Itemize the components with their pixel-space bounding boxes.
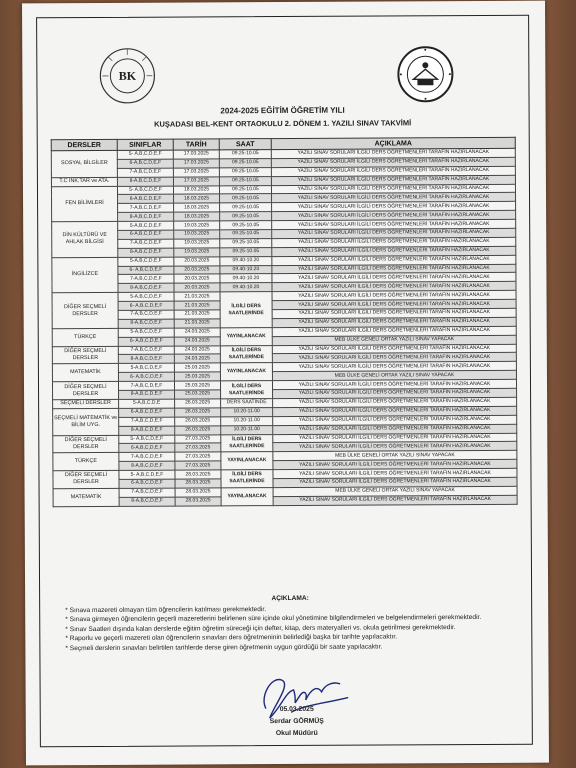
description-cell: YAZILI SINAV SORULARI İLGİLİ DERS ÖĞRETMENLERİ TARAFIN HAZIRLANACAK [272,291,516,301]
description-cell: YAZILI SINAV SORULARI İLGİLİ DERS ÖĞRETMENLERİ TARAFIN HAZIRLANACAK [272,317,516,327]
class-cell: 8-A,B,C,D,E,F [118,212,174,221]
description-cell: YAZILI SINAV SORULARI İLGİLİ DERS ÖĞRETMENLERİ TARAFIN HAZIRLANACAK [272,219,516,229]
time-cell: YAYINLANACAK [220,363,272,381]
subject-cell: DİĞER SEÇMELİ DERSLER [53,470,119,488]
description-cell: YAZILI SINAV SORULARI İLGİLİ DERS ÖĞRETMENLERİ TARAFIN HAZIRLANACAK [272,308,516,318]
class-cell: 7-A,B,C,D,E,F [118,203,174,212]
time-cell: İLGİLİ DERS SAATLERİNDE [221,470,273,488]
class-cell: 7-A,B,C,D,E,F [119,488,175,497]
meb-logo [396,45,454,103]
subject-cell: SOSYAL BİLGİLER [51,150,117,177]
date-cell: 24.03.2025 [174,345,220,354]
exam-schedule-table [51,137,518,507]
date-cell: 28.03.2025 [175,488,221,497]
class-cell: 5- A,B,C,D,E,F [117,150,173,159]
notes-title: AÇIKLAMA: [271,594,309,603]
table-body [51,148,517,506]
class-cell: 7-A,B,C,D,E,F [117,168,173,177]
date-cell: 19.03.2025 [174,239,220,248]
description-cell: YAZILI SINAV SORULARI İLGİLİ DERS ÖĞRETMENLERİ TARAFIN HAZIRLANACAK [272,344,516,354]
time-cell: 10.20-11.00 [221,425,273,434]
header-siniflar: SINIFLAR [117,139,173,150]
date-cell: 24.03.2025 [174,328,220,337]
description-cell: YAZILI SINAV SORULARI İLGİLİ DERS ÖĞRETMENLERİ TARAFIN HAZIRLANACAK [273,433,517,443]
class-cell: 6-A,B,C,D,E,F [119,408,175,417]
time-cell: 09.25-10.05 [220,247,272,256]
time-cell: İLGİLİ DERS SAATLERİNDE [221,434,273,452]
description-cell: YAZILI SINAV SORULARI İLGİLİ DERS ÖĞRETMENLERİ TARAFIN HAZIRLANACAK [272,326,516,336]
subject-cell: DİĞER SEÇMELİ DERSLER [52,346,118,364]
class-cell: 7-A,B,C,D,E,F [119,452,175,461]
date-cell: 17.03.2025 [173,150,219,159]
class-cell: 6-A,B,C,D,E,F [117,159,173,168]
class-cell: 5- A,B,C,D,E,F [117,186,173,195]
class-cell: 5- A,B,C,D,E,F [119,470,175,479]
class-cell: 7-A,B,C,D,E,F [118,381,174,390]
description-cell: YAZILI SINAV SORULARI İLGİLİ DERS ÖĞRETMENLERİ TARAFIN HAZIRLANACAK [273,495,517,505]
date-cell: 18.03.2025 [174,203,220,212]
date-cell: 26.03.2025 [175,425,221,434]
class-cell: 5-A,B,C,D,E,F [118,328,174,337]
time-cell: 10.20-11.00 [221,407,273,416]
class-cell: 8-A,B,C,D,E,F [118,248,174,257]
description-cell: YAZILI SINAV SORULARI İLGİLİ DERS ÖĞRETMENLERİ TARAFIN HAZIRLANACAK [272,379,516,389]
table-row [53,495,517,506]
document-page [22,1,549,766]
description-cell: YAZILI SINAV SORULARI İLGİLİ DERS ÖĞRETMENLERİ TARAFIN HAZIRLANACAK [273,388,517,398]
note-item: * Seçmeli derslerin sınavları belirtilen tarihlerde derse giren öğretmenin uygun gördüğü bir saate yapılacaktır. [65,643,383,653]
time-cell: YAYINLANACAK [220,327,272,345]
subject-cell: MATEMATİK [52,364,118,382]
subject-cell: DİN KÜLTÜRÜ VE AHLAK BİLGİSİ [52,222,118,258]
subject-cell: T.C İNK.TAR ve ATA. [51,177,117,186]
notes-section [65,593,515,654]
time-cell: YAYINLANACAK [221,452,273,470]
date-cell: 20.03.2025 [174,283,220,292]
class-cell: 6-A,B,C,D,E,F [118,195,174,204]
description-cell: YAZILI SINAV SORULARI İLGİLİ DERS ÖĞRETMENLERİ TARAFIN HAZIRLANACAK [271,175,515,185]
description-cell: YAZILI SINAV SORULARI İLGİLİ DERS ÖĞRETMENLERİ TARAFIN HAZIRLANACAK [272,362,516,372]
date-cell: 25.03.2025 [174,363,220,372]
description-cell: YAZILI SINAV SORULARI İLGİLİ DERS ÖĞRETMENLERİ TARAFIN HAZIRLANACAK [273,442,517,452]
description-cell: YAZILI SINAV SORULARI İLGİLİ DERS ÖĞRETMENLERİ TARAFIN HAZIRLANACAK [272,273,516,283]
date-cell: 20.03.2025 [174,257,220,266]
note-item: * Sınava girmeyen öğrencilerin geçerli mazeretlerini belirlenen süre içinde okul yönetimine bilgilendirmeleri ve belgelendirmeleri gerekmektedir. [65,614,482,624]
header-tarih: TARİH [173,139,219,150]
subject-cell: DİĞER SEÇMELİ DERSLER [52,382,118,400]
date-cell: 18.03.2025 [174,194,220,203]
date-cell: 18.03.2025 [174,212,220,221]
description-cell: YAZILI SINAV SORULARI İLGİLİ DERS ÖĞRETMENLERİ TARAFIN HAZIRLANACAK [272,353,516,363]
header-saat: SAAT [219,139,271,150]
date-cell: 25.03.2025 [174,381,220,390]
class-cell: 5-A,B,C,D,E,F [118,221,174,230]
description-cell: YAZILI SINAV SORULARI İLGİLİ DERS ÖĞRETMENLERİ TARAFIN HAZIRLANACAK [272,246,516,256]
class-cell: 5-A,B,C,D,E,F [118,363,174,372]
time-cell: 09.40-10.20 [220,265,272,274]
date-cell: 26.03.2025 [175,417,221,426]
class-cell: 7-A,B,C,D,E,F [118,239,174,248]
description-cell: YAZILI SINAV SORULARI İLGİLİ DERS ÖĞRETMENLERİ TARAFIN HAZIRLANACAK [272,255,516,265]
description-cell: YAZILI SINAV SORULARI İLGİLİ DERS ÖĞRETMENLERİ TARAFIN HAZIRLANACAK [273,406,517,416]
description-cell: YAZILI SINAV SORULARI İLGİLİ DERS ÖĞRETMENLERİ TARAFIN HAZIRLANACAK [272,202,516,212]
description-cell: MEB ÜLKE GENELİ ORTAK YAZILI SINAV YAPACAK [273,451,517,461]
date-cell: 25.03.2025 [175,390,221,399]
time-cell: 09.25-10.05 [220,221,272,230]
date-cell: 27.03.2025 [175,443,221,452]
class-cell: 8-A,B,C,D,E,F [119,497,175,506]
description-cell: MEB ÜLKE GENELİ ORTAK YAZILI SINAV YAPACAK [272,335,516,345]
class-cell: 6-A,B,C,D,E,F [119,443,175,452]
time-cell: 09.40-10.20 [220,256,272,265]
time-cell: 09.25-10.05 [220,194,272,203]
description-cell: YAZILI SINAV SORULARI İLGİLİ DERS ÖĞRETMENLERİ TARAFIN HAZIRLANACAK [272,237,516,247]
description-cell: YAZILI SINAV SORULARI İLGİLİ DERS ÖĞRETMENLERİ TARAFIN HAZIRLANACAK [272,193,516,203]
class-cell: 8-A,B,C,D,E,F [117,177,173,186]
school-logo [98,47,156,105]
time-cell: 09.40-10.20 [220,283,272,292]
date-cell: 21.03.2025 [174,319,220,328]
description-cell: YAZILI SINAV SORULARI İLGİLİ DERS ÖĞRETMENLERİ TARAFIN HAZIRLANACAK [273,415,517,425]
description-cell: YAZILI SINAV SORULARI İLGİLİ DERS ÖĞRETMENLERİ TARAFIN HAZIRLANACAK [273,459,517,469]
description-cell: MEB ÜLKE GENELİ ORTAK YAZILI SINAV YAPACAK [272,371,516,381]
class-cell: 6- A,B,C,D,E,F [118,337,174,346]
class-cell: 8-A,B,C,D,E,F [119,461,175,470]
class-cell: 5-A,B,C,D,E,F [118,292,174,301]
date-cell: 28.03.2025 [175,497,221,506]
date-cell: 28.03.2025 [175,470,221,479]
date-cell: 27.03.2025 [175,452,221,461]
class-cell: 6-A,B,C,D,E,F [118,230,174,239]
time-cell: 09.25-10.05 [219,158,271,167]
class-cell: 8-A,B,C,D,E,F [119,426,175,435]
description-cell: YAZILI SINAV SORULARI İLGİLİ DERS ÖĞRETMENLERİ TARAFIN HAZIRLANACAK [271,148,515,158]
header-aciklama: AÇIKLAMA [271,137,515,149]
date-cell: 27.03.2025 [175,461,221,470]
class-cell: 8-A,B,C,D,E,F [118,355,174,364]
date-cell: 19.03.2025 [174,221,220,230]
class-cell: 6- A,B,C,D,E,F [118,301,174,310]
date-cell: 17.03.2025 [173,159,219,168]
description-cell: YAZILI SINAV SORULARI İLGİLİ DERS ÖĞRETMENLERİ TARAFIN HAZIRLANACAK [272,264,516,274]
date-cell: 17.03.2025 [173,177,219,186]
time-cell: 09.25-10.05 [220,203,272,212]
subject-cell: TÜRKÇE [52,328,118,346]
description-cell: YAZILI SINAV SORULARI İLGİLİ DERS ÖĞRETMENLERİ TARAFIN HAZIRLANACAK [273,397,517,407]
class-cell: 5- A,B,C,D,E,F [119,435,175,444]
class-cell: 7-A,B,C,D,E,F [119,417,175,426]
subject-cell: MATEMATİK [53,488,119,506]
description-cell: YAZILI SINAV SORULARI İLGİLİ DERS ÖĞRETMENLERİ TARAFIN HAZIRLANACAK [271,157,515,167]
signature-role: Okul Müdürü [275,729,318,738]
class-cell: 7-A,B,C,D,E,F [118,346,174,355]
class-cell: 5-A,B,C,D,E [119,399,175,408]
time-cell: İLGİLİ DERS SAATLERİNDE [220,345,272,363]
time-cell: 09.25-10.05 [220,212,272,221]
document-title-school: KUŞADASI BEL-KENT ORTAOKULU 2. DÖNEM 1. YAZILI SINAV TAKVİMİ [154,118,412,129]
date-cell: 17.03.2025 [173,168,219,177]
date-cell: 20.03.2025 [174,265,220,274]
class-cell: 7-A,B,C,D,E,F [118,275,174,284]
time-cell: 09.25-10.05 [219,185,271,194]
date-cell: 20.03.2025 [174,274,220,283]
class-cell: 8-A,B,C,D,E,F [119,390,175,399]
date-cell: 19.03.2025 [174,230,220,239]
time-cell: 09.40-10.20 [220,274,272,283]
description-cell: YAZILI SINAV SORULARI İLGİLİ DERS ÖĞRETMENLERİ TARAFIN HAZIRLANACAK [272,299,516,309]
time-cell: YAYINLANACAK [221,487,273,505]
time-cell: 09.25-10.05 [219,150,271,159]
class-cell: 6- A,B,C,D,E,F [118,266,174,275]
document-title-year: 2024-2025 EĞİTİM ÖĞRETİM YILI [220,105,345,116]
time-cell: İLGİLİ DERS SAATLERİNDE [220,292,272,328]
time-cell: DERS SAATİNDE [221,399,273,408]
description-cell: YAZILI SINAV SORULARI İLGİLİ DERS ÖĞRETMENLERİ TARAFIN HAZIRLANACAK [272,282,516,292]
subject-cell: TÜRKÇE [53,453,119,471]
class-cell: 8-A,B,C,D,E,F [118,319,174,328]
svg-text:BK: BK [118,68,137,83]
note-item: * Raporlu ve geçerli mazereti olan öğrencilerin sınavları ders öğretmeninin belirlediği başka bir tarihte yapılacaktır. [65,633,398,643]
note-item: * Sınava mazereti olmayan tüm öğrencilerin katılması gerekmektedir. [65,605,267,614]
description-cell: YAZILI SINAV SORULARI İLGİLİ DERS ÖĞRETMENLERİ TARAFIN HAZIRLANACAK [272,211,516,221]
signature-date: 05.03.2025 [279,705,314,714]
note-item: * Sınav Saatleri dışında kalan derslerde eğitim öğretim süreceği için defter, kitap, ders materyalleri vs. okula getirilmesi gerekmektedir. [65,623,456,633]
signature-name: Serdar GÖRMÜŞ [269,717,324,726]
date-cell: 19.03.2025 [174,248,220,257]
date-cell: 21.03.2025 [174,292,220,301]
subject-cell: DİĞER SEÇMELİ DERSLER [53,435,119,453]
date-cell: 25.03.2025 [174,372,220,381]
class-cell: 7-A,B,C,D,E,F [118,310,174,319]
class-cell: 5-A,B,C,D,E,F [118,257,174,266]
description-cell: YAZILI SINAV SORULARI İLGİLİ DERS ÖĞRETMENLERİ TARAFIN HAZIRLANACAK [273,468,517,478]
class-cell: 6-A,B,C,D,E,F [119,479,175,488]
description-cell: MEB ÜLKE GENELİ ORTAK YAZILI SINAV YAPACAK [273,486,517,496]
subject-cell: FEN BİLİMLERİ [51,186,117,222]
time-cell: 10.20-11.00 [221,416,273,425]
date-cell: 26.03.2025 [175,408,221,417]
subject-cell: SEÇMELİ DERSLER [53,399,119,408]
time-cell: 09.25-10.05 [220,230,272,239]
description-cell: YAZILI SINAV SORULARI İLGİLİ DERS ÖĞRETMENLERİ TARAFIN HAZIRLANACAK [272,228,516,238]
date-cell: 28.03.2025 [175,479,221,488]
date-cell: 24.03.2025 [174,337,220,346]
date-cell: 26.03.2025 [175,399,221,408]
time-cell: 09.25-10.05 [220,238,272,247]
date-cell: 18.03.2025 [173,185,219,194]
description-cell: YAZILI SINAV SORULARI İLGİLİ DERS ÖĞRETMENLERİ TARAFIN HAZIRLANACAK [273,477,517,487]
description-cell: YAZILI SINAV SORULARI İLGİLİ DERS ÖĞRETMENLERİ TARAFIN HAZIRLANACAK [273,424,517,434]
header-dersler: DERSLER [51,139,117,150]
date-cell: 27.03.2025 [175,434,221,443]
subject-cell: İNGİLİZCE [52,257,118,293]
subject-cell: SEÇMELİ MATEMATİK ve BİLİM UYG. [53,408,119,435]
description-cell: YAZILI SINAV SORULARI İLGİLİ DERS ÖĞRETMENLERİ TARAFIN HAZIRLANACAK [271,184,515,194]
date-cell: 21.03.2025 [174,310,220,319]
subject-cell: DİĞER SEÇMELİ DERSLER [52,293,118,329]
time-cell: 09.25-10.05 [219,167,271,176]
description-cell: YAZILI SINAV SORULARI İLGİLİ DERS ÖĞRETMENLERİ TARAFIN HAZIRLANACAK [271,166,515,176]
class-cell: 6- A,B,C,D,E,F [118,372,174,381]
class-cell: 8-A,B,C,D,E,F [118,283,174,292]
date-cell: 21.03.2025 [174,301,220,310]
time-cell: İLGİLİ DERS SAATLERİNDE [220,381,272,399]
date-cell: 24.03.2025 [174,354,220,363]
time-cell: 09.25-10.05 [219,176,271,185]
